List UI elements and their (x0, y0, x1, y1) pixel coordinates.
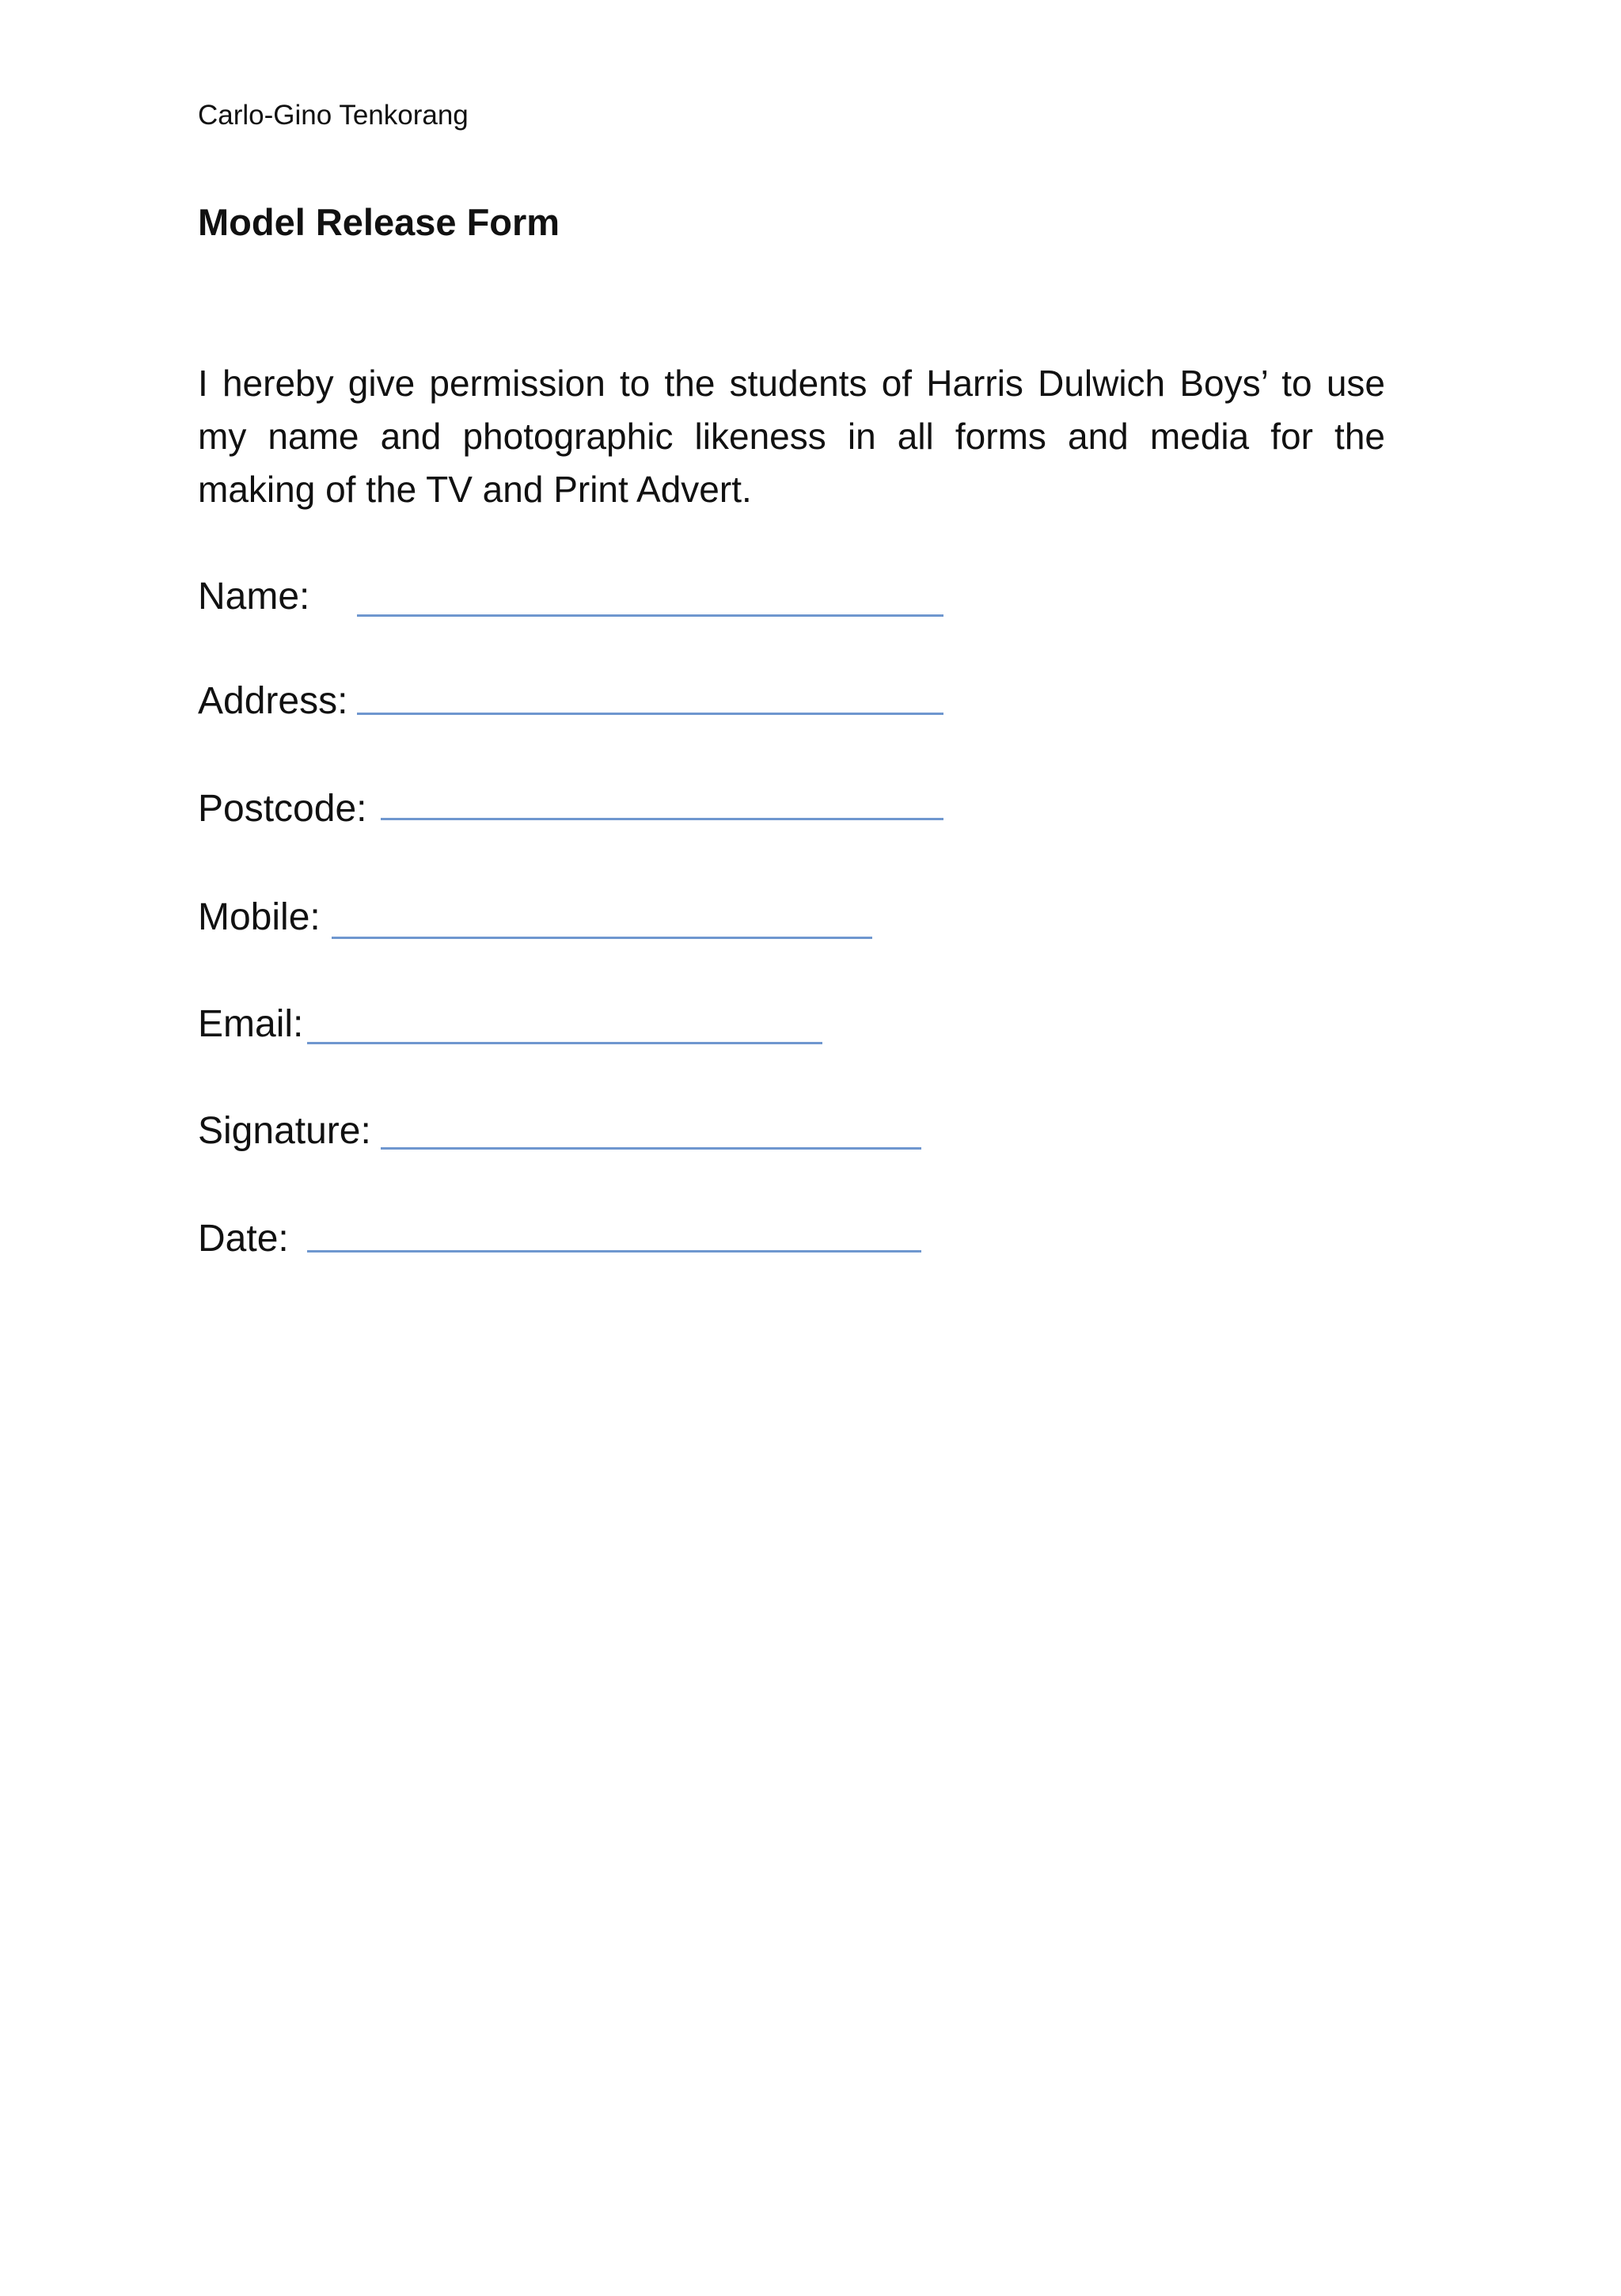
name-blank-line[interactable] (357, 614, 943, 617)
signature-field (198, 1106, 926, 1161)
name-field (198, 572, 950, 627)
signature-label: Signature: (198, 1110, 371, 1152)
email-field (198, 999, 831, 1055)
page-title: Model Release Form (198, 201, 560, 243)
author-name: Carlo-Gino Tenkorang (198, 100, 469, 131)
permission-statement: I hereby give permission to the students of Harris Dulwich Boys’ to use my name and photographic likeness in all forms and media for the making of the TV and Print Advert. (198, 363, 1385, 510)
date-blank-line[interactable] (307, 1250, 921, 1253)
email-blank-line[interactable] (307, 1042, 822, 1044)
postcode-label: Postcode: (198, 788, 367, 830)
date-label: Date: (198, 1218, 289, 1260)
address-blank-line[interactable] (357, 713, 943, 715)
address-label: Address: (198, 680, 348, 722)
postcode-blank-line[interactable] (381, 818, 943, 820)
signature-blank-line[interactable] (381, 1147, 921, 1150)
mobile-blank-line[interactable] (332, 937, 872, 939)
date-field (198, 1214, 926, 1269)
postcode-field (198, 784, 950, 839)
email-label: Email: (198, 1003, 304, 1045)
name-label: Name: (198, 576, 310, 618)
address-field (198, 676, 950, 732)
mobile-label: Mobile: (198, 896, 321, 938)
mobile-field (198, 892, 879, 948)
